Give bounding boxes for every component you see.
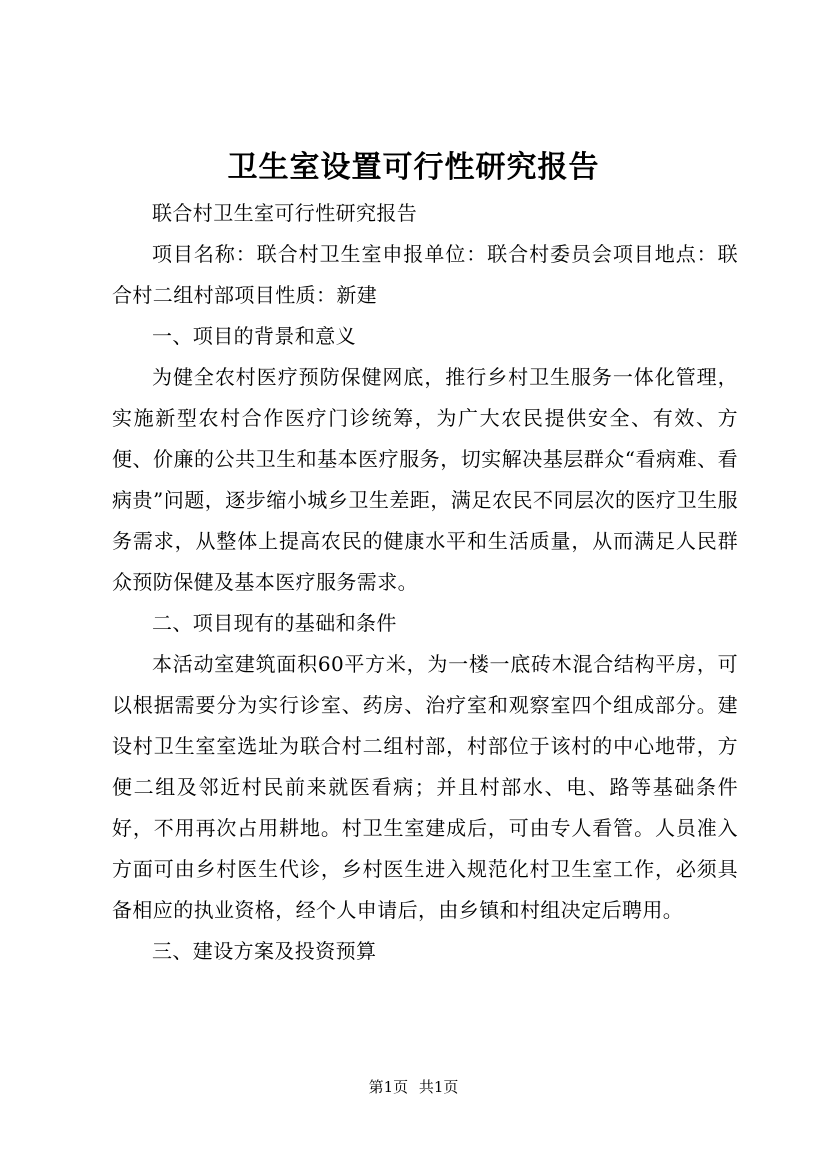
paragraph-conditions: 本活动室建筑面积60平方米，为一楼一底砖木混合结构平房，可以根据需要分为实行诊室、药房、治疗室和观察室四个组成部分。建设村卫生室室选址为联合村二组村部，村部位于该村的中心地带，方便二组及邻近村民前来就医看病；并且村部水、电、路等基础条件好，不用再次占用耕地。村卫生室建成后，可由专人看管。人员准入方面可由乡村医生代诊，乡村医生进入规范化村卫生室工作，必须具备相应的执业资格，经个人申请后，由乡镇和村组决定后聘用。: [112, 652, 738, 922]
document-title: 卫生室设置可行性研究报告: [227, 150, 600, 185]
document-body: [112, 193, 738, 972]
section-heading-background: 一、项目的背景和意义: [152, 324, 356, 348]
paragraph-project-info: 项目名称：联合村卫生室申报单位：联合村委员会项目地点：联合村二组村部项目性质：新建: [112, 242, 738, 307]
page-footer: [0, 1076, 827, 1098]
paragraph-subtitle: 联合村卫生室可行性研究报告: [152, 201, 418, 225]
page-number: 第1页: [368, 1078, 409, 1096]
section-heading-budget: 三、建设方案及投资预算: [152, 939, 377, 963]
section-heading-conditions: 二、项目现有的基础和条件: [152, 611, 397, 635]
page-total: 共1页: [418, 1078, 459, 1096]
paragraph-background: 为健全农村医疗预防保健网底，推行乡村卫生服务一体化管理，实施新型农村合作医疗门诊统筹，为广大农民提供安全、有效、方便、价廉的公共卫生和基本医疗服务，切实解决基层群众“看病难、看病贵”问题，逐步缩小城乡卫生差距，满足农民不同层次的医疗卫生服务需求，从整体上提高农民的健康水平和生活质量，从而满足人民群众预防保健及基本医疗服务需求。: [112, 365, 738, 594]
